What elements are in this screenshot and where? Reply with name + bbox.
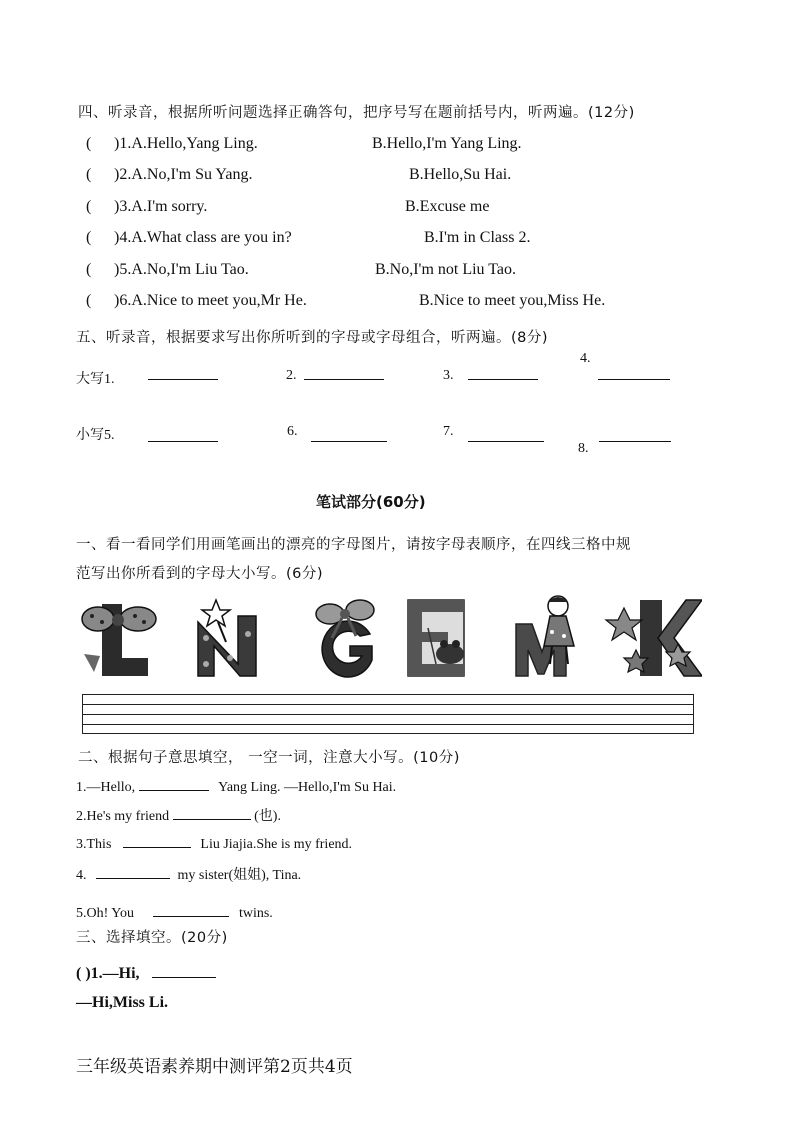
fill-blank[interactable] — [153, 902, 229, 917]
letter-n-picture — [198, 600, 256, 676]
option-a: ) — [114, 229, 120, 246]
fill-blank[interactable] — [173, 805, 251, 820]
option-a: 3.A.I'm sorry. — [119, 198, 208, 215]
answer-paren[interactable]: ( — [86, 261, 92, 278]
option-a: 1.A.Hello,Yang Ling. — [119, 135, 258, 152]
letter-k-picture — [606, 600, 702, 676]
choice-question-1 — [76, 963, 216, 983]
sentence-text: 1.—Hello, — [76, 780, 136, 795]
number-label: 7. — [443, 424, 454, 439]
option-a: 6.A.Nice to meet you,Mr He. — [119, 292, 307, 309]
answer-blank[interactable] — [468, 428, 544, 442]
option-a: 2.A.No,I'm Su Yang. — [119, 166, 253, 183]
answer-blank[interactable] — [311, 428, 387, 442]
answer-paren[interactable]: ( — [86, 135, 92, 152]
sentence-5 — [76, 902, 273, 922]
option-a: ) — [114, 261, 120, 278]
number-label: 6. — [287, 424, 298, 439]
sentence-text: 2.He's my friend — [76, 809, 170, 824]
four-line-grid[interactable] — [82, 694, 694, 734]
part2-title: 二、根据句子意思填空， 一空一词，注意大小写。(10分) — [78, 750, 460, 766]
letter-l-picture — [82, 604, 156, 676]
answer-paren[interactable]: ( — [86, 166, 92, 183]
option-b: B.Nice to meet you,Miss He. — [419, 292, 606, 309]
fill-blank[interactable] — [123, 833, 191, 848]
option-a: ) — [114, 292, 120, 309]
fill-blank[interactable] — [139, 776, 209, 791]
fill-blank[interactable] — [152, 963, 216, 978]
part3-title: 三、选择填空。(20分) — [76, 930, 228, 946]
part1-line2: 范写出你所看到的字母大小写。(6分) — [76, 566, 324, 582]
option-b: B.Hello,Su Hai. — [409, 166, 512, 183]
answer-paren[interactable]: ( — [86, 292, 92, 309]
lower-label: 小写5. — [76, 428, 115, 443]
upper-label: 大写1. — [76, 372, 115, 387]
option-a: 4.A.What class are you in? — [119, 229, 292, 246]
sentence-text: (也). — [254, 809, 281, 824]
page-footer: 三年级英语素养期中测评第2页共4页 — [76, 1057, 353, 1077]
sentence-text: 5.Oh! You — [76, 906, 134, 921]
sentence-text: twins. — [238, 906, 273, 921]
fill-blank[interactable] — [96, 864, 170, 879]
answer-blank[interactable] — [304, 366, 384, 380]
letter-g-picture — [316, 600, 374, 677]
answer-blank[interactable] — [148, 428, 218, 442]
section4-title: 四、听录音，根据所听问题选择正确答句，把序号写在题前括号内，听两遍。(12分) — [78, 105, 635, 121]
option-a: ) — [114, 166, 120, 183]
option-b: B.I'm in Class 2. — [424, 229, 531, 246]
sentence-2 — [76, 805, 281, 825]
letter-e-picture — [408, 600, 464, 676]
sentence-text: Yang Ling. —Hello,I'm Su Hai. — [218, 780, 397, 795]
sentence-3 — [76, 833, 352, 853]
sentence-text: 3.This — [76, 837, 112, 852]
answer-blank[interactable] — [468, 366, 538, 380]
sentence-1 — [76, 776, 396, 796]
option-b: B.No,I'm not Liu Tao. — [375, 261, 517, 278]
sentence-text: my sister(姐姐), Tina. — [177, 868, 302, 883]
option-b: B.Excuse me — [405, 198, 490, 215]
answer-paren[interactable]: ( — [86, 198, 92, 215]
sentence-text: Liu Jiajia.She is my friend. — [200, 837, 353, 852]
sentence-text: 4. — [76, 868, 87, 883]
number-label: 8. — [578, 441, 589, 456]
option-a: ) — [114, 198, 120, 215]
letter-pictures — [80, 594, 702, 684]
question-reply: —Hi,Miss Li. — [76, 994, 169, 1011]
question-text: ( )1.—Hi, — [76, 965, 140, 982]
part1-line1: 一、看一看同学们用画笔画出的漂亮的字母图片，请按字母表顺序，在四线三格中规 — [76, 537, 631, 553]
answer-blank[interactable] — [148, 366, 218, 380]
letter-m-picture — [516, 596, 574, 676]
section5-title: 五、听录音，根据要求写出你所听到的字母或字母组合，听两遍。(8分) — [76, 330, 549, 346]
option-a: ) — [114, 135, 120, 152]
written-part-title: 笔试部分(60分) — [316, 493, 426, 511]
number-label: 2. — [286, 368, 297, 383]
answer-blank[interactable] — [598, 366, 670, 380]
answer-paren[interactable]: ( — [86, 229, 92, 246]
number-label: 3. — [443, 368, 454, 383]
option-a: 5.A.No,I'm Liu Tao. — [119, 261, 249, 278]
number-label: 4. — [580, 351, 591, 366]
option-b: B.Hello,I'm Yang Ling. — [372, 135, 522, 152]
sentence-4 — [76, 864, 301, 884]
answer-blank[interactable] — [599, 428, 671, 442]
